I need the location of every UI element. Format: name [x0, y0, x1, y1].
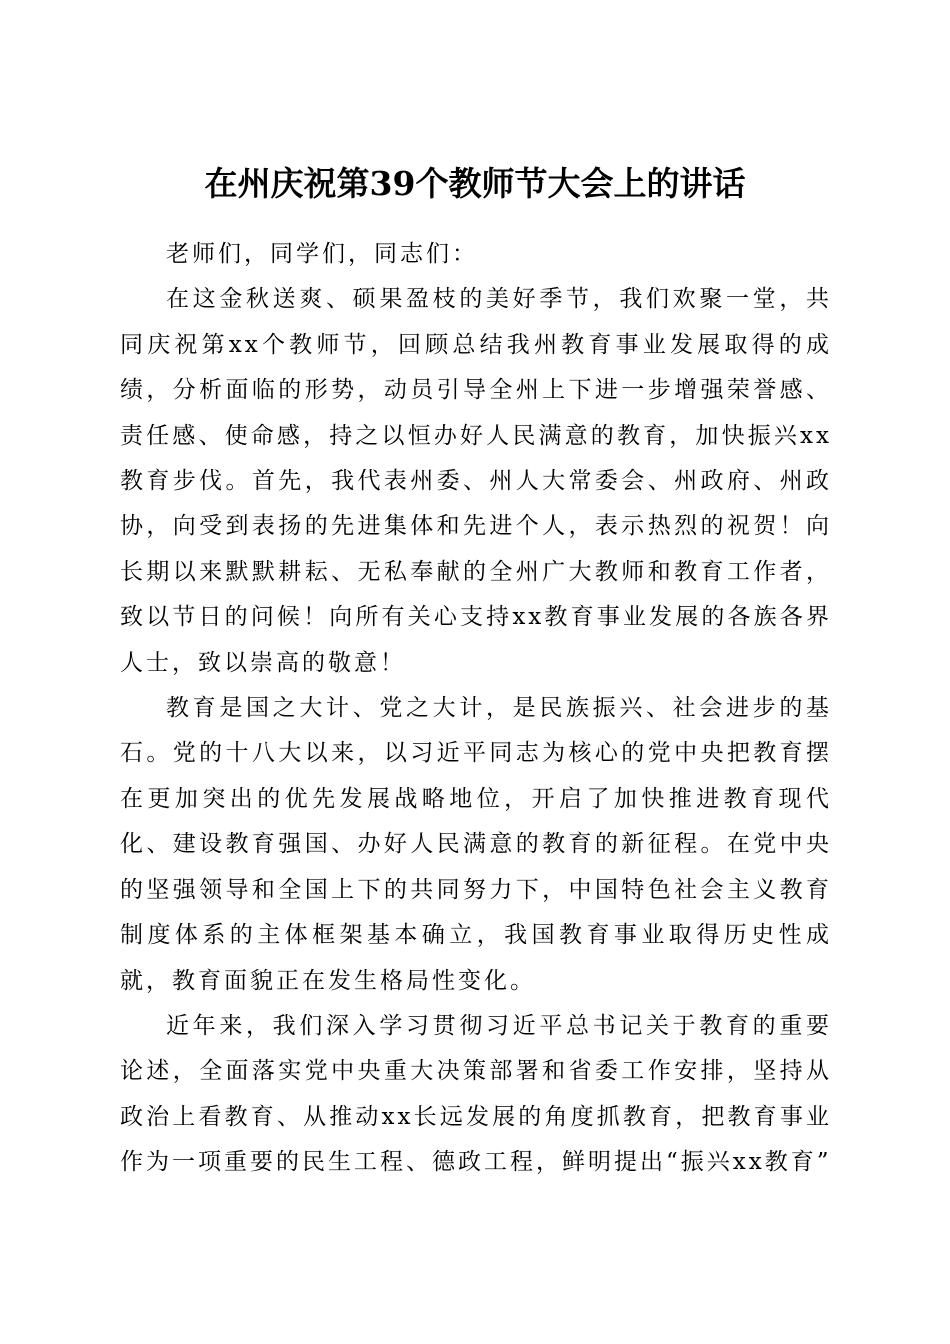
- body-paragraph-1: 在这金秋送爽、硕果盈枝的美好季节，我们欢聚一堂，共同庆祝第xx个教师节，回顾总结我州教育事业发展取得的成绩，分析面临的形势，动员引导全州上下进一步增强荣誉感、责任感、使命感，持之以恒办好人民满意的教育，加快振兴xx教育步伐。首先，我代表州委、州人大常委会、州政府、州政协，向受到表扬的先进集体和先进个人，表示热烈的祝贺！向长期以来默默耕耘、无私奉献的全州广大教师和教育工作者，致以节日的问候！向所有关心支持xx教育事业发展的各族各界人士，致以崇高的敬意！: [120, 286, 832, 676]
- body-paragraph-3: 近年来，我们深入学习贯彻习近平总书记关于教育的重要论述，全面落实党中央重大决策部署和省委工作安排，坚持从政治上看教育、从推动xx长远发展的角度抓教育，把教育事业作为一项重要的民生工程、德政工程，鲜明提出“振兴xx教育”: [120, 1012, 832, 1176]
- document-body: [120, 232, 832, 1186]
- document-title: 在州庆祝第39个教师节大会上的讲话: [204, 164, 746, 204]
- salutation-paragraph: 老师们，同学们，同志们：: [166, 241, 478, 267]
- body-paragraph-2: 教育是国之大计、党之大计，是民族振兴、社会进步的基石。党的十八大以来，以习近平同志为核心的党中央把教育摆在更加突出的优先发展战略地位，开启了加快推进教育现代化、建设教育强国、办好人民满意的教育的新征程。在党中央的坚强领导和全国上下的共同努力下，中国特色社会主义教育制度体系的主体框架基本确立，我国教育事业取得历史性成就，教育面貌正在发生格局性变化。: [120, 695, 832, 994]
